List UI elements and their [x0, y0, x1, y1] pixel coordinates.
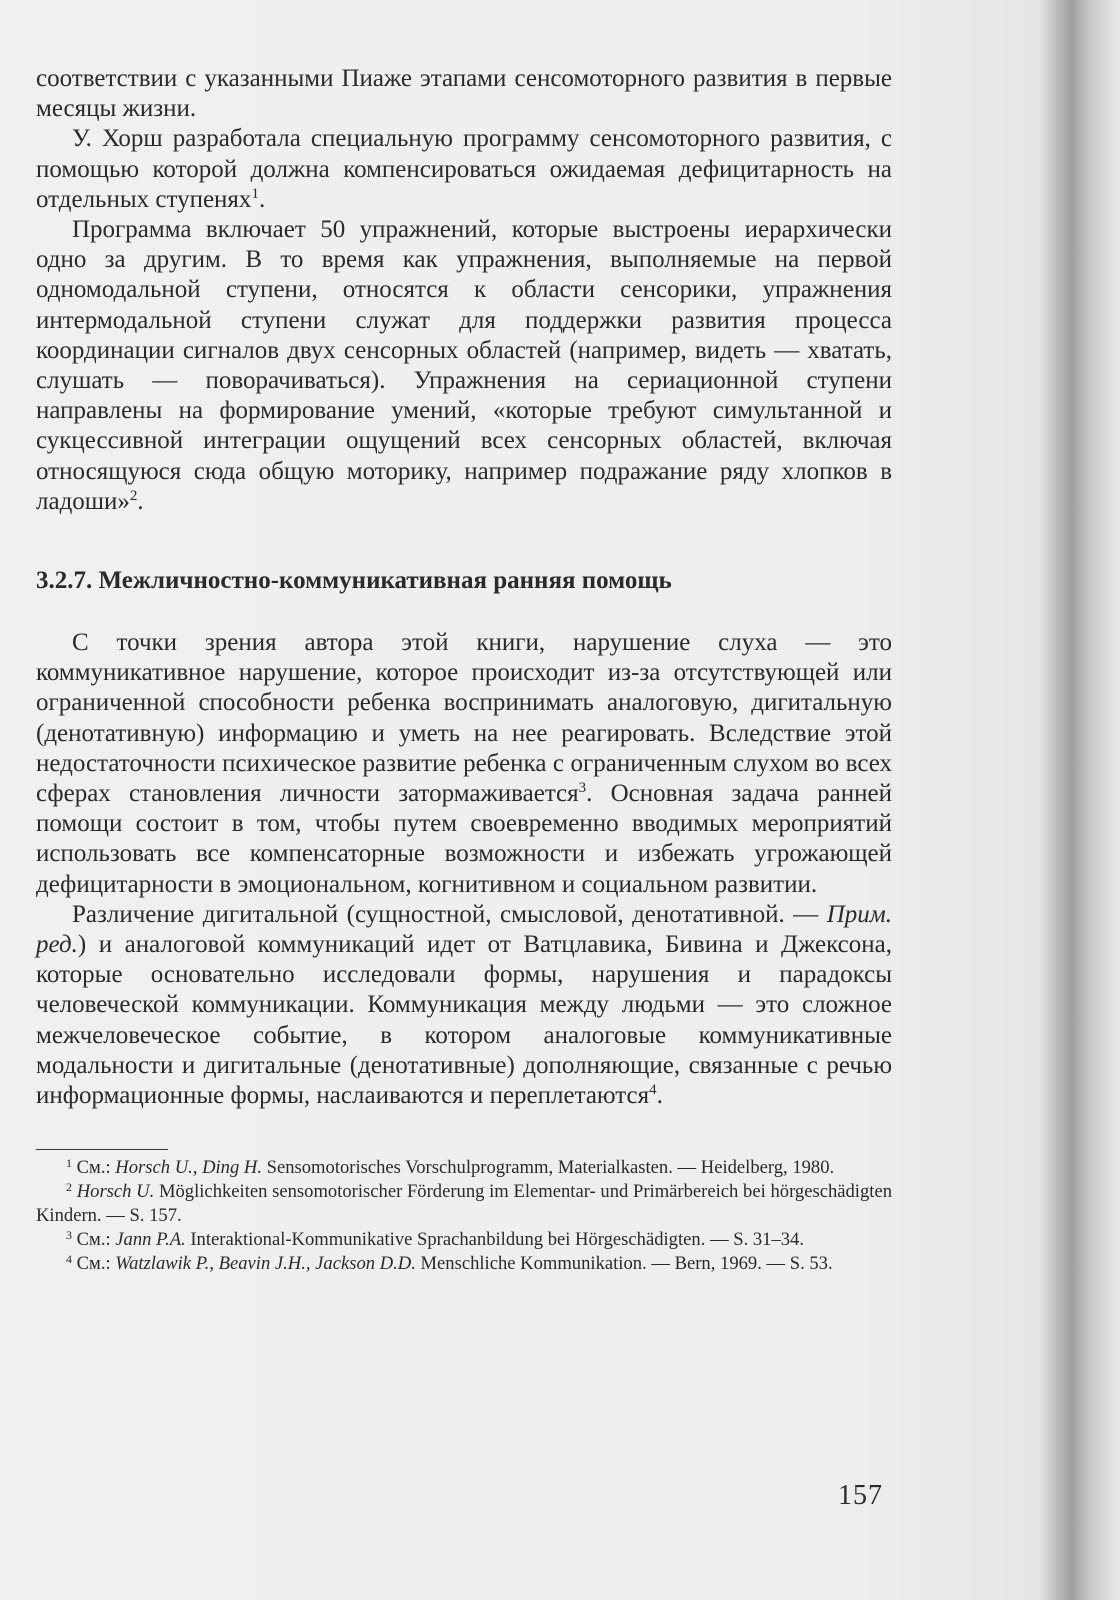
footnote-ref: 4	[649, 1082, 657, 1099]
footnote-ref: 2	[129, 487, 138, 504]
footnote-author: Horsch U., Ding H.	[115, 1157, 262, 1179]
text-column	[36, 64, 892, 1276]
footnote-prefix: См.:	[76, 1253, 116, 1275]
paragraph-text: ) и аналоговой коммуникаций идет от Ватцлавика, Бивина и Джексона, которые основательно исследовали формы, нарушения и парадоксы человеческой коммуникации. Коммуникация между людьми — это сложное межчеловеческое событие, в котором аналоговые коммуникативные модальности и дигитальные (денотативные) дополняющие, связанные с речью информационные формы, наслаиваются и переплетаются	[36, 931, 892, 1110]
paragraph-hearing-impairment	[36, 628, 892, 900]
paragraph-text: У. Хорш разработала специальную программу сенсомоторного развития, с помощью которой должна компенсироваться ожидаемая дефицитарность на отдельных ступенях	[36, 125, 892, 213]
footnote-text: Menschliche Kommunikation. — Bern, 1969. — S. 53.	[415, 1253, 833, 1275]
punctuation: .	[137, 487, 144, 515]
footnote-text: Sensomotorisches Vorschulprogramm, Materialkasten. — Heidelberg, 1980.	[261, 1157, 835, 1179]
footnote-prefix: См.:	[76, 1229, 116, 1251]
book-spine-shadow	[1040, 0, 1120, 1600]
page-number: 157	[838, 1480, 883, 1511]
paragraph-text: С точки зрения автора этой книги, нарушение слуха — это коммуникативное нарушение, которое происходит из-за отсутствующей или ограниченной способности ребенка воспринимать аналоговую, дигитальную (денотативную) информацию и уметь на нее реагировать. Вследствие этой недостаточности психическое развитие ребенка с ограниченным слухом во всех сферах становления личности затормаживается	[36, 629, 892, 808]
punctuation: .	[258, 185, 266, 213]
footnote-1	[36, 1156, 892, 1180]
punctuation: .	[656, 1082, 663, 1110]
footnote-4	[36, 1252, 892, 1276]
footnote-number: 3	[66, 1228, 72, 1243]
footnote-author: Watzlawik P., Beavin J.H., Jackson D.D.	[115, 1253, 416, 1275]
paragraph-program-exercises	[36, 215, 892, 517]
paragraph-text: Программа включает 50 упражнений, которые выстроены иерархически одно за другим. В то время как упражнения, выполняемые на первой одномодальной ступени, относятся к области сенсорики, упражнения интермодальной ступени служат для поддержки развития процесса координации сигналов двух сенсорных областей (например, видеть — хватать, слушать — поворачиваться). Упражнения на сериационной ступени направлены на формирование умений, «которые требуют симультанной и сукцессивной интеграции ощущений всех сенсорных областей, включая относящуюся сюда общую моторику, например подражание ряду хлопков в ладоши»	[36, 216, 892, 515]
paragraph-text: соответствии с указанными Пиаже этапами сенсомоторного развития в первые месяцы жизни.	[36, 65, 892, 123]
footnote-ref: 1	[251, 185, 259, 202]
footnote-text: Interaktional-Kommunikative Sprachanbildung bei Hörgeschädigten. — S. 31–34.	[185, 1229, 805, 1251]
section-heading: 3.2.7. Межличностно-коммуникативная ранняя помощь	[36, 567, 672, 595]
editor-note: Прим. ред.	[36, 900, 892, 959]
footnote-ref: 3	[578, 780, 587, 797]
footnote-number: 1	[66, 1156, 72, 1171]
footnote-number: 4	[66, 1252, 72, 1267]
footnote-prefix: См.:	[76, 1157, 116, 1179]
footnote-author: Horsch U.	[76, 1181, 155, 1203]
footnote-3	[36, 1228, 892, 1252]
footnote-2	[36, 1180, 892, 1228]
footnote-text: Möglichkeiten sensomotorischer Förderung im Elementar- und Primärbereich bei hörgeschädigten Kindern. — S. 157.	[36, 1181, 892, 1227]
paragraph-text: . Основная задача ранней помощи состоит в том, чтобы путем своевременно вводимых мероприятий использовать все компенсаторные возможности и избежать угрожающей дефицитарности в эмоциональном, когнитивном и социальном развитии.	[36, 780, 892, 898]
paragraph-continued	[36, 64, 892, 124]
footnote-divider	[36, 1149, 168, 1150]
paragraph-digital-analog	[36, 900, 892, 1111]
paragraph-text: Различение дигитальной (сущностной, смысловой, денотативной. —	[72, 900, 827, 928]
footnote-author: Jann P.A.	[115, 1229, 186, 1251]
paragraph-horsch-program	[36, 124, 892, 215]
footnote-number: 2	[66, 1180, 72, 1195]
